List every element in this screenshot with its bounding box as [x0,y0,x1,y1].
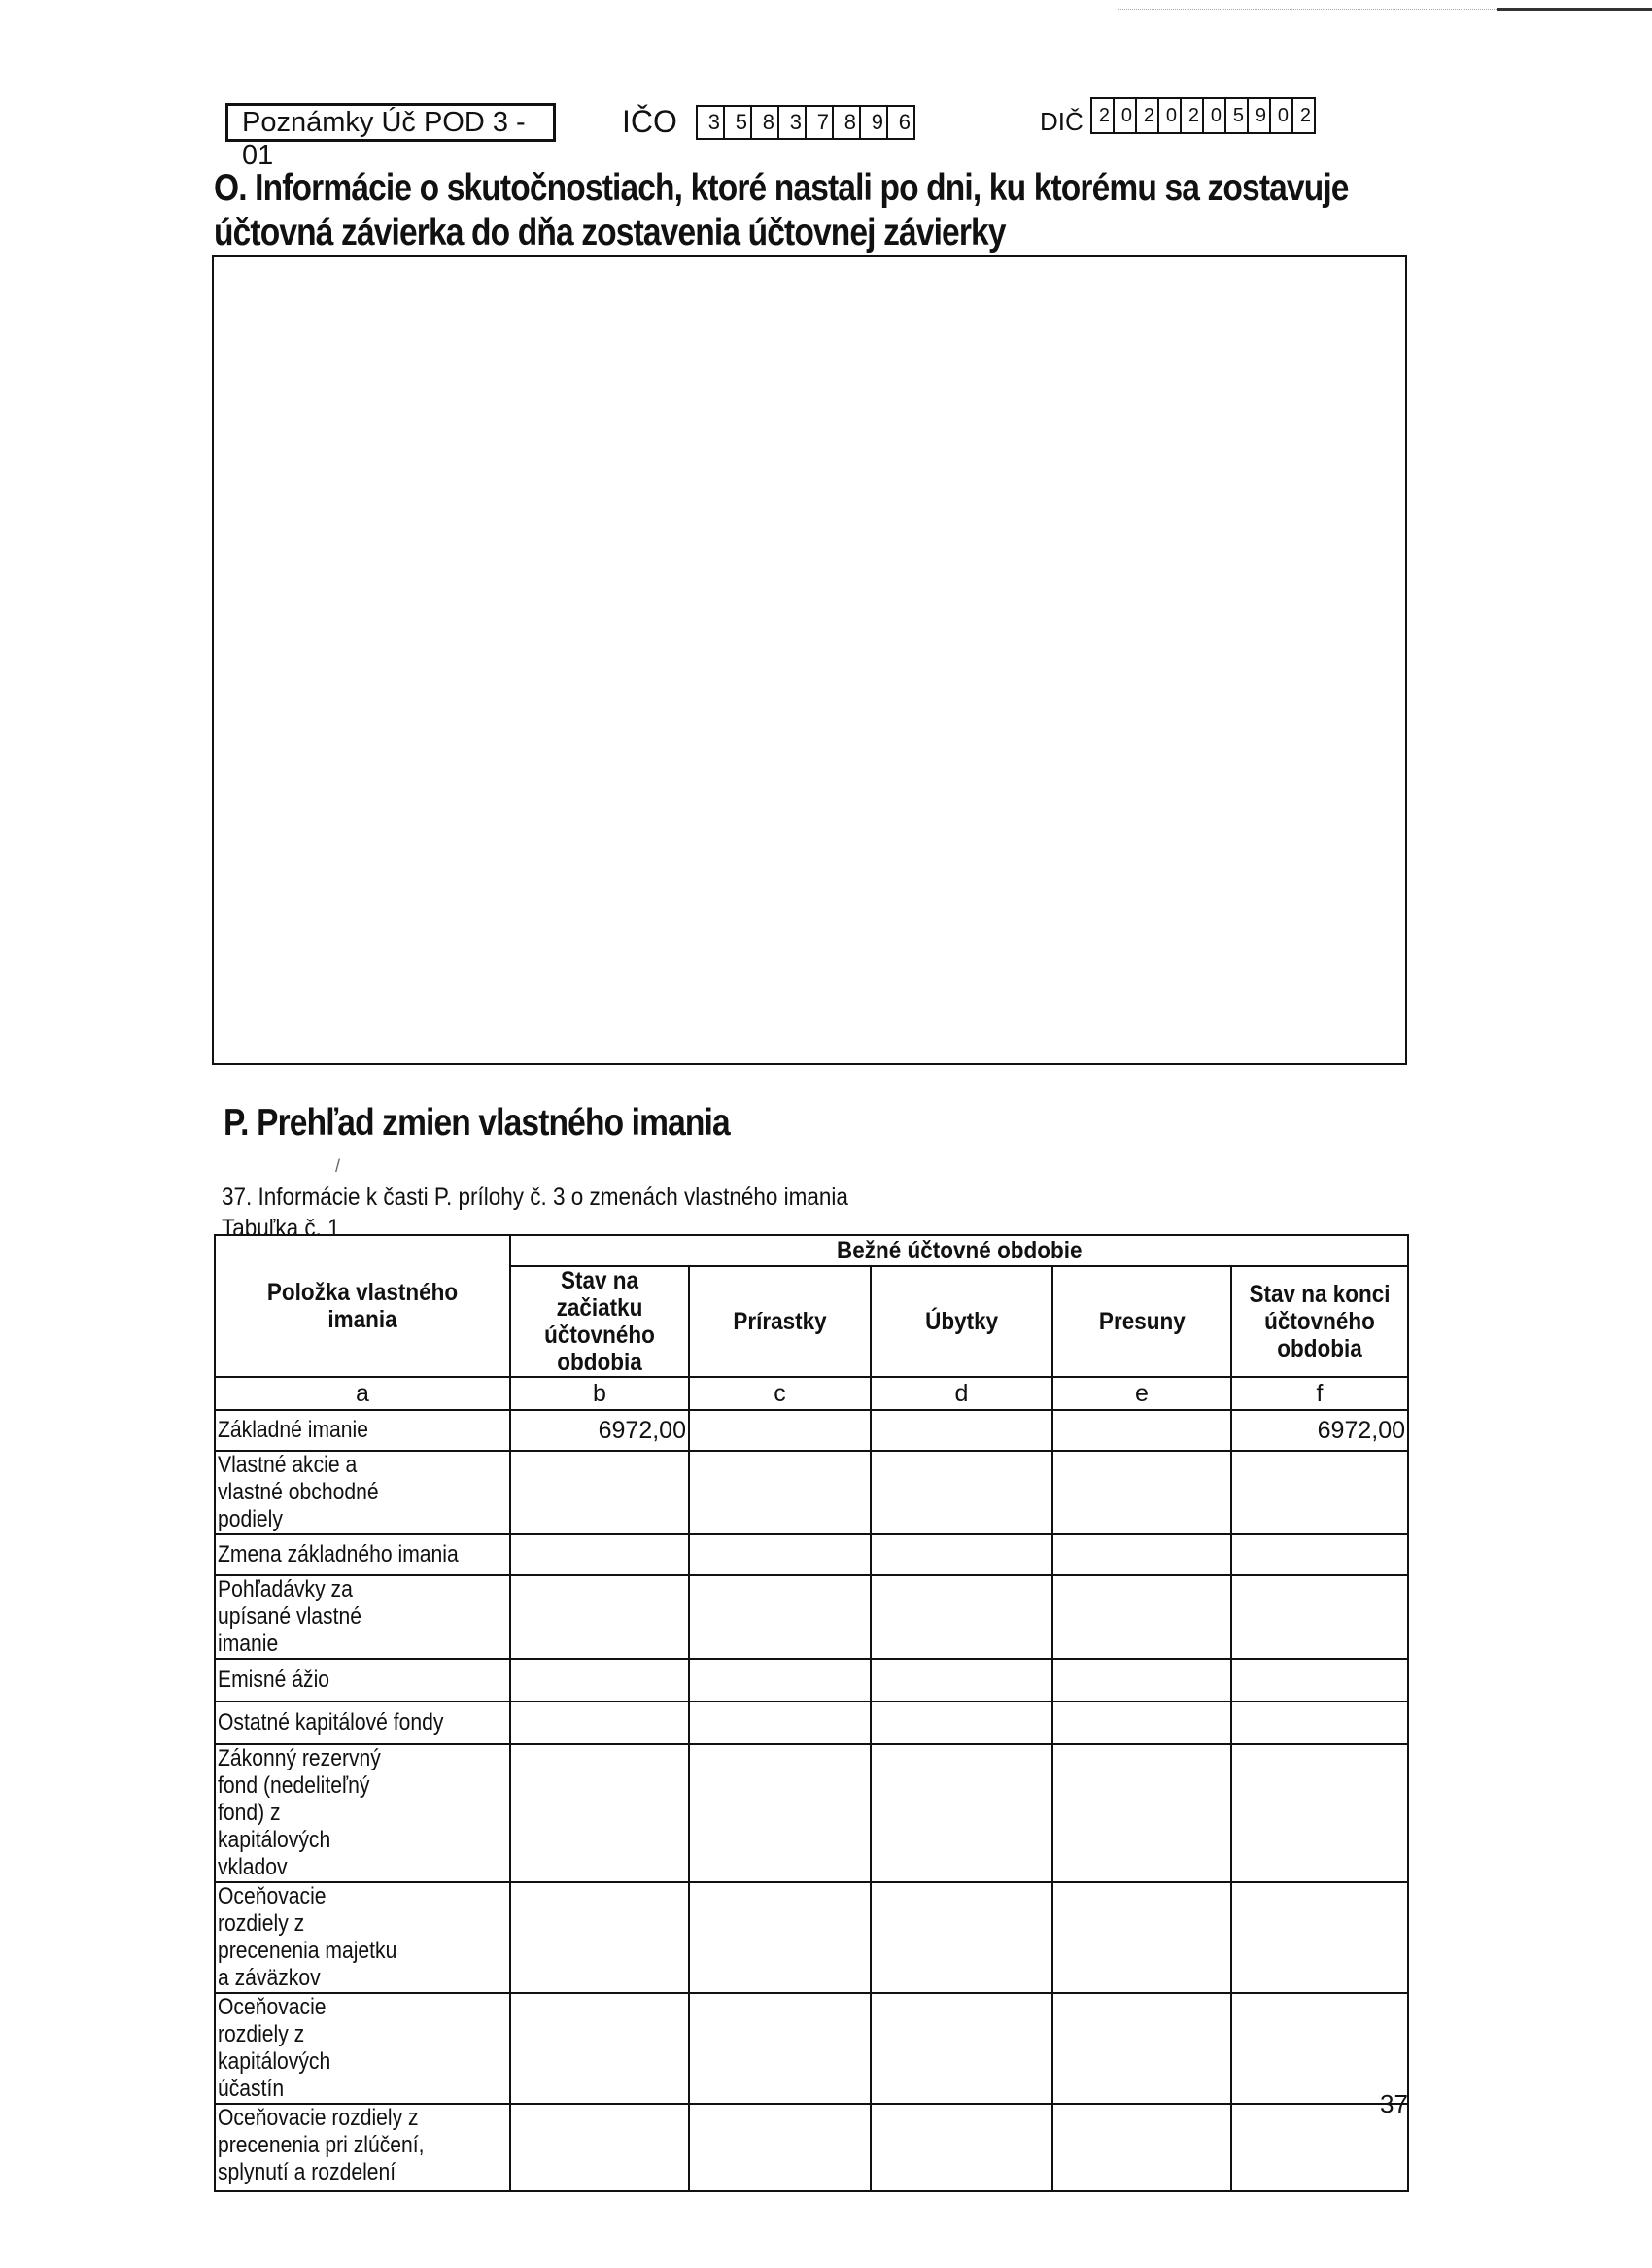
row-label: Zákonný rezervný fond (nedeliteľný fond) z kapitálových vkladov [215,1744,510,1882]
form-id: Poznámky Úč POD 3 - 01 [225,103,556,142]
row-label: Ostatné kapitálové fondy [215,1701,510,1744]
ico-digit: 7 [805,105,834,140]
letter-b: b [510,1377,689,1410]
dic-boxes [1090,97,1314,134]
cell-c [689,1993,871,2104]
page-number: 37 [1380,2089,1408,2118]
cell-e [1052,1534,1231,1575]
table-row [215,1993,1408,2104]
cell-e [1052,1882,1231,1993]
row-label: Oceňovacie rozdiely z kapitálových účastín [215,1993,510,2104]
cell-e [1052,1451,1231,1534]
ico-digit: 8 [750,105,779,140]
table-row [215,1882,1408,1993]
section-o-title-line2: účtovná závierka do dňa zostavenia účtovnej závierky [214,212,1006,254]
cell-f [1231,1882,1408,1993]
table-row [215,1701,1408,1744]
section-p-title: P. Prehľad zmien vlastného imania [224,1102,730,1144]
equity-changes-table [214,1234,1409,2192]
cell-b: 6972,00 [510,1410,689,1451]
cell-d [871,1410,1052,1451]
dic-digit: 0 [1157,97,1182,134]
cell-e [1052,1410,1231,1451]
cell-f [1231,1744,1408,1882]
cell-e [1052,1993,1231,2104]
cell-e [1052,2104,1231,2191]
cell-c [689,1410,871,1451]
dic-digit: 2 [1135,97,1159,134]
table-header-row-1 [215,1235,1408,1266]
cell-f [1231,1451,1408,1534]
ico-digit: 3 [696,105,725,140]
row-label: Zmena základného imania [215,1534,510,1575]
cell-b [510,1993,689,2104]
section-o-title-line1: O. Informácie o skutočnostiach, ktoré nastali po dni, ku ktorému sa zostavuje [214,167,1349,209]
row-label: Oceňovacie rozdiely z precenenia majetku a záväzkov [215,1882,510,1993]
dic-digit: 0 [1269,97,1293,134]
col-header-e: Presuny [1052,1266,1231,1377]
ico-digit: 6 [886,105,915,140]
cell-d [871,1534,1052,1575]
row-label: Emisné ážio [215,1659,510,1701]
col-header-f: Stav na konci účtovného obdobia [1231,1266,1408,1377]
cell-c [689,2104,871,2191]
table-row [215,1451,1408,1534]
row-label: Vlastné akcie a vlastné obchodné podiely [215,1451,510,1534]
top-edge-dots [1118,9,1497,10]
table-row [215,2104,1408,2191]
cell-b [510,1882,689,1993]
cell-e [1052,1659,1231,1701]
cell-d [871,1659,1052,1701]
cell-b [510,1451,689,1534]
section-p-subtitle: 37. Informácie k časti P. prílohy č. 3 o zmenách vlastného imania [222,1184,848,1211]
cell-b [510,1575,689,1659]
cell-b [510,1701,689,1744]
row-label: Pohľadávky za upísané vlastné imanie [215,1575,510,1659]
cell-c [689,1451,871,1534]
dic-digit: 9 [1247,97,1271,134]
cell-f [1231,1993,1408,2104]
cell-c [689,1534,871,1575]
cell-d [871,1575,1052,1659]
cell-f [1231,1534,1408,1575]
col-header-d: Úbytky [871,1266,1052,1377]
letter-f: f [1231,1377,1408,1410]
letter-a: a [215,1377,510,1410]
cell-c [689,1701,871,1744]
ico-digit: 3 [777,105,807,140]
cell-f [1231,1575,1408,1659]
table-row [215,1744,1408,1882]
col-header-item: Položka vlastného imania [215,1235,510,1377]
letters-row [215,1377,1408,1410]
col-header-b: Stav na začiatku účtovného obdobia [510,1266,689,1377]
ico-digit: 8 [832,105,861,140]
cell-e [1052,1701,1231,1744]
cell-e [1052,1575,1231,1659]
table-row [215,1410,1408,1451]
cell-d [871,1451,1052,1534]
table-label: Tabuľka č. 1 [222,1215,340,1242]
cell-b [510,1659,689,1701]
row-label: Základné imanie [215,1410,510,1451]
dic-digit: 2 [1090,97,1115,134]
dic-label: DIČ [1040,107,1084,136]
dic-digit: 2 [1180,97,1204,134]
row-label: Oceňovacie rozdiely z precenenia pri zlúčení, splynutí a rozdelení [215,2104,510,2191]
ico-digit: 5 [723,105,752,140]
top-edge-line [1497,8,1652,11]
cell-d [871,1882,1052,1993]
period-header: Bežné účtovné obdobie [510,1235,1408,1266]
table-row [215,1659,1408,1701]
cell-d [871,2104,1052,2191]
ico-digit: 9 [859,105,888,140]
cell-c [689,1744,871,1882]
stray-mark: / [335,1156,341,1176]
letter-c: c [689,1377,871,1410]
dic-digit: 2 [1291,97,1316,134]
cell-c [689,1659,871,1701]
letter-d: d [871,1377,1052,1410]
letter-e: e [1052,1377,1231,1410]
ico-label: IČO [622,104,677,139]
cell-b [510,1534,689,1575]
dic-digit: 0 [1113,97,1137,134]
ico-boxes [696,105,913,140]
cell-e [1052,1744,1231,1882]
table-row [215,1575,1408,1659]
cell-b [510,2104,689,2191]
cell-f [1231,1659,1408,1701]
cell-d [871,1701,1052,1744]
col-header-c: Prírastky [689,1266,871,1377]
dic-digit: 5 [1224,97,1249,134]
dic-digit: 0 [1202,97,1226,134]
cell-d [871,1744,1052,1882]
cell-d [871,1993,1052,2104]
cell-f: 6972,00 [1231,1410,1408,1451]
cell-b [510,1744,689,1882]
section-o-empty-box [212,255,1407,1065]
cell-f [1231,1701,1408,1744]
cell-c [689,1575,871,1659]
cell-c [689,1882,871,1993]
table-row [215,1534,1408,1575]
